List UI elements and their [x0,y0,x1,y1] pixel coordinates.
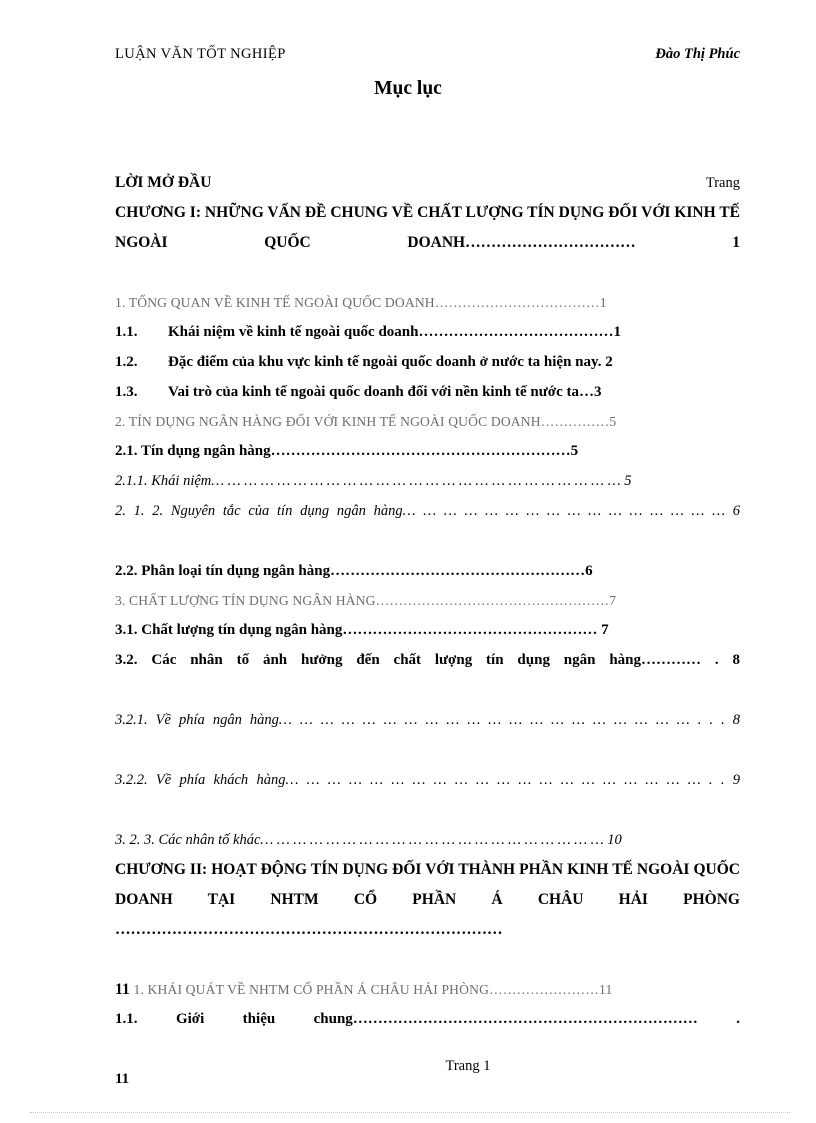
toc-entry-1-2 [115,347,740,377]
toc-entry-1-1 [115,317,740,347]
toc-entry-chapter-2: CHƯƠNG II: HOẠT ĐỘNG TÍN DỤNG ĐỐI VỚI THÀNH PHẦN KINH TẾ NGOÀI QUỐC DOANH TẠI NHTM CỔ PHẦN Á CHÂU HẢI PHÒNG ………………………………………………………………… [115,861,740,938]
toc-entry-2-1: 2.1. Tín dụng ngân hàng……………………………………………………5 [115,443,579,459]
toc-entry-3-1: 3.1. Chất lượng tín dụng ngân hàng…………………………………………… 7 [115,622,609,638]
toc-entry-1-3-label: Vai trò của kinh tế ngoài quốc doanh đối với nền kinh tế nước ta…3 [168,384,602,400]
toc-entry-chapter-1: CHƯƠNG I: NHỮNG VẤN ĐỀ CHUNG VỀ CHẤT LƯỢNG TÍN DỤNG ĐỐI VỚI KINH TẾ NGOÀI QUỐC DOANH…………………………… 1 [115,204,740,251]
toc-entry-1-1-number: 1.1. [115,324,138,340]
footer-page-number: Trang 1 [445,1058,491,1074]
toc-intro-row [115,168,740,198]
toc-entry-1-2-number: 1.2. [115,354,138,370]
toc-entry-chapter-2-page: 11 [115,981,130,998]
page-title: Mục lục [374,78,442,99]
toc-entry-2-2: 2.2. Phân loại tín dụng ngân hàng……………………………………………6 [115,563,593,579]
toc-entry-3-2: 3.2. Các nhân tố ảnh hưởng đến chất lượng tín dụng ngân hàng………… . 8 [115,652,740,668]
toc-page-column-label: Trang [705,175,740,191]
running-header-author: Đào Thị Phúc [655,46,740,62]
toc-entry-3-2-3: 3. 2. 3. Các nhân tố khác… … … … … … … … … … … … … … … … … … … … … 10 [115,832,622,848]
toc-entry-section-ii-1-row [115,975,740,1004]
page-footer [0,1058,816,1075]
bottom-divider [30,1112,790,1114]
toc-entry-ii-1-1-page: 11 [115,1071,130,1087]
toc-entry-1-3-number: 1.3. [115,384,138,400]
toc-entry-section-1: 1. TỔNG QUAN VỀ KINH TẾ NGOÀI QUỐC DOANH………………………………1 [115,295,607,310]
toc-intro-label: LỜI MỞ ĐẦU [115,174,212,191]
toc-entry-1-1-label: Khái niệm về kinh tế ngoài quốc doanh…………………………………1 [168,324,621,340]
toc-entry-ii-1-1: 1.1. Giới thiệu chung…………………………………………………………… . [115,1011,740,1027]
toc-entry-section-2: 2. TÍN DỤNG NGÂN HÀNG ĐỐI VỚI KINH TẾ NGOÀI QUỐC DOANH……………5 [115,414,617,429]
table-of-contents [115,168,740,1094]
toc-entry-1-3 [115,377,740,407]
toc-entry-3-2-2: 3.2.2. Về phía khách hàng… … … … … … … … … … … … … … … … … … … … . . 9 [115,772,740,788]
toc-entry-3-2-1: 3.2.1. Về phía ngân hàng… … … … … … … … … … … … … … … … … … … … . . . 8 [115,712,740,728]
toc-entry-2-1-2: 2. 1. 2. Nguyên tắc của tín dụng ngân hàng… … … … … … … … … … … … … … … … 6 [115,503,740,519]
toc-entry-section-ii-1: 1. KHÁI QUÁT VỀ NHTM CỔ PHẦN Á CHÂU HẢI PHÒNG……………………11 [133,982,613,997]
toc-entry-1-2-label: Đặc điểm của khu vực kinh tế ngoài quốc doanh ở nước ta hiện nay. 2 [168,354,613,370]
running-header-left: LUẬN VĂN TỐT NGHIỆP [115,46,286,62]
running-header [115,46,740,63]
toc-entry-section-3: 3. CHẤT LƯỢNG TÍN DỤNG NGÂN HÀNG……………………………………………7 [115,593,617,608]
toc-entry-2-1-1: 2.1.1. Khái niệm… … … … … … … … … … … … … … … … … … … … … … … … … 5 [115,473,632,489]
